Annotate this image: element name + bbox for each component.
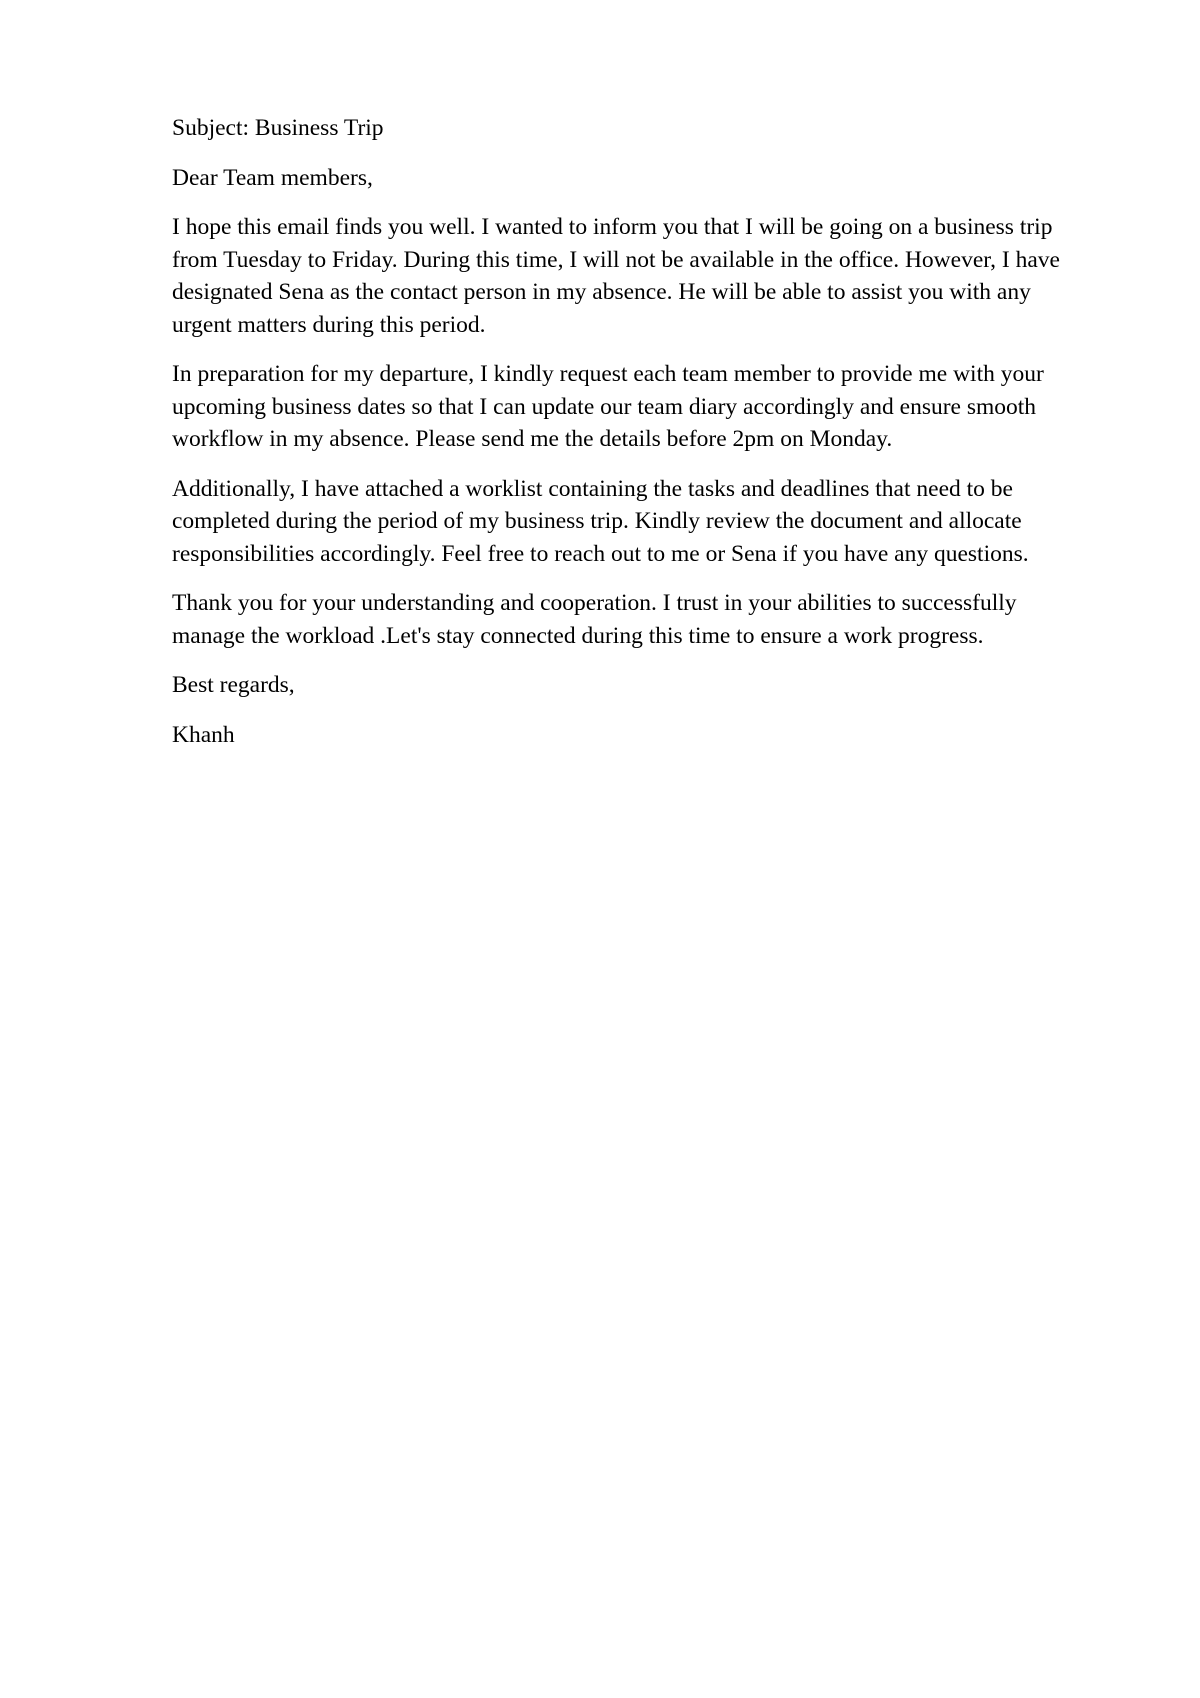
letter-closing: Best regards, [172,672,295,698]
letter-subject: Subject: Business Trip [172,115,384,141]
letter-paragraph-1: I hope this email finds you well. I wanted to inform you that I will be going on a business trip from Tuesday to Friday. During this time, I will not be available in the office. However, I have designated Sena as the contact person in my absence. He will be able to assist you with any urgent matters during this period. [172,214,1060,338]
letter-body [172,112,1092,768]
letter-signature: Khanh [172,721,235,748]
letter-paragraph-4: Thank you for your understanding and cooperation. I trust in your abilities to successfully manage the workload .Let's stay connected during this time to ensure a work progress. [172,590,1017,649]
letter-paragraph-2: In preparation for my departure, I kindly request each team member to provide me with your upcoming business dates so that I can update our team diary accordingly and ensure smooth workflow in my absence. Please send me the details before 2pm on Monday. [172,361,1044,452]
letter-greeting: Dear Team members, [172,164,373,191]
letter-paragraph-3: Additionally, I have attached a worklist containing the tasks and deadlines that need to be completed during the period of my business trip. Kindly review the document and allocate responsibilities accordingly. Feel free to reach out to me or Sena if you have any questions. [172,475,1029,567]
